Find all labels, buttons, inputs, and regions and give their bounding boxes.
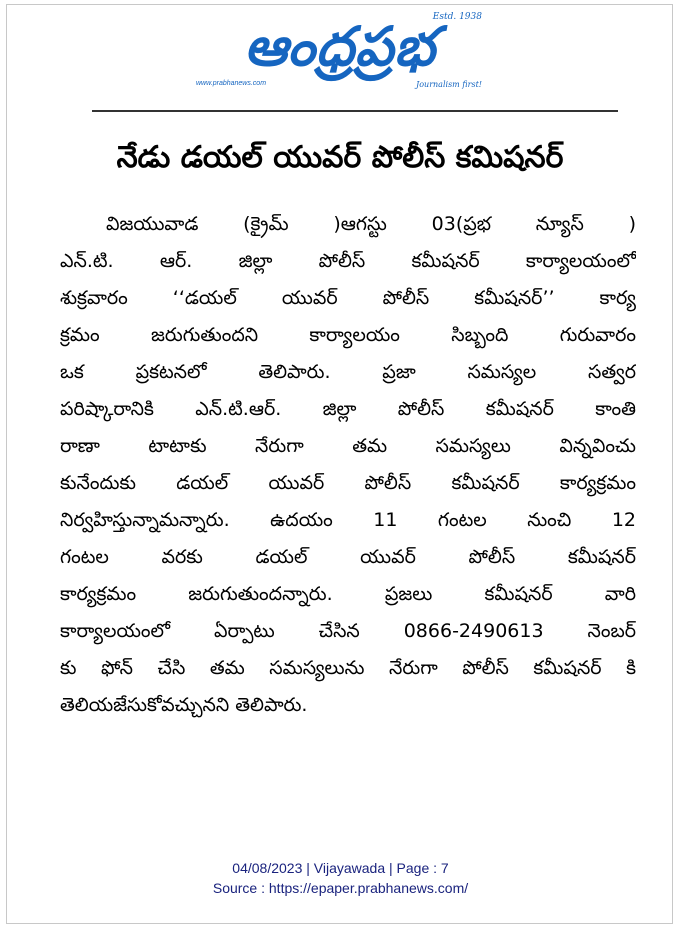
article-line: కార్యాలయంలో ఏర్పాటు చేసిన 0866-2490613 నెంబర్ [60, 620, 636, 642]
page-footer [0, 858, 681, 898]
article-line: కు ఫోన్ చేసి తమ సమస్యలును నేరుగా పోలీస్ కమీషనర్ కి [60, 657, 636, 679]
article-line: శుక్రవారం ‘‘డయల్ యువర్ పోలీస్ కమీషనర్’’ కార్య [60, 287, 636, 309]
article-line: కార్యక్రమం జరుగుతుందన్నారు. ప్రజలు కమీషనర్ వారి [60, 583, 636, 605]
masthead-divider [92, 110, 618, 112]
article-body [60, 206, 636, 724]
footer-source-link[interactable]: Source : https://epaper.prabhanews.com/ [212, 880, 469, 896]
article-line: పరిష్కారానికి ఎన్.టి.ఆర్. జిల్లా పోలీస్ కమీషనర్ కాంతి [60, 398, 636, 420]
article-line: తెలియజేసుకోవచ్చునని తెలిపారు. [60, 694, 308, 716]
article-line: కునేందుకు డయల్ యువర్ పోలీస్ కమీషనర్ కార్యక్రమం [60, 472, 636, 494]
article-line: క్రమం జరుగుతుందని కార్యాలయం సిబ్బంది గురువారం [60, 324, 636, 346]
article-line: ఎన్.టి. ఆర్. జిల్లా పోలీస్ కమీషనర్ కార్యాలయంలో [60, 250, 636, 272]
established-label: Estd. 1938 [432, 12, 482, 22]
tagline-label: Journalism first! [416, 80, 482, 89]
masthead [190, 10, 490, 90]
article-headline: నేడు డయల్ యువర్ పోలీస్ కమిషనర్ [116, 140, 564, 175]
article-line: ఒక ప్రకటనలో తెలిపారు. ప్రజా సమస్యల సత్వర [60, 361, 636, 383]
article-dateline: విజయువాడ (క్రైమ్ )ఆగస్టు 03(ప్రభ న్యూస్ ) [106, 213, 636, 235]
footer-date-edition: 04/08/2023 | Vijayawada | Page : 7 [232, 860, 449, 876]
article-line: రాణా టాటాకు నేరుగా తమ సమస్యలు విన్నవించు [60, 435, 636, 457]
website-label: www.prabhanews.com [196, 80, 267, 87]
newspaper-logo: ఆంధ్రప్రభ [244, 15, 436, 78]
article-line: గంటల వరకు డయల్ యువర్ పోలీస్ కమీషనర్ [60, 546, 636, 568]
article-line: నిర్వహిస్తున్నామన్నారు. ఉదయం 11 గంటల నుంచి 12 [60, 509, 636, 531]
